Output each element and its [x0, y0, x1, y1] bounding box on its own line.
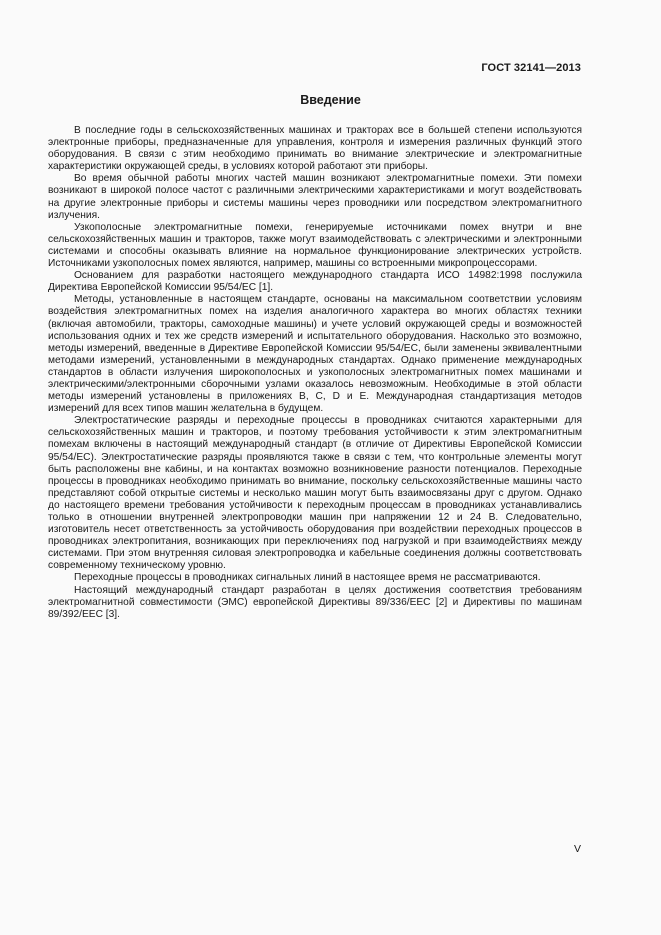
paragraph: Узкополосные электромагнитные помехи, генерируемые источниками помех внутри и вне сельскохозяйственных машин и тракторов, также могут взаимодействовать с электрическими и электронными системами и способны оказывать влияние на нормальное функционирование электрических устройств. Источниками узкополосных помех являются, например, машины со встроенными микропроцессорами.: [48, 221, 582, 270]
paragraph: Настоящий международный стандарт разработан в целях достижения соответствия требованиям электромагнитной совместимости (ЭМС) европейской Директивы 89/336/ЕЕС [2] и Директивы по машинам 89/392/ЕЕС [3].: [48, 584, 582, 620]
standard-code: ГОСТ 32141—2013: [481, 62, 581, 74]
paragraph: Электростатические разряды и переходные процессы в проводниках считаются характерными для сельскохозяйственных машин и тракторов, и поэтому требования устойчивости к этим электромагнитным помехам включены в настоящий международный стандарт (в отличие от Директивы Европейской Комиссии 95/54/ЕС). Электростатические разряды проявляются также в связи с тем, что контрольные элементы могут быть расположены вне кабины, и на контактах возможно возникновение разности потенциалов. Переходные процессы в проводниках необходимо принимать во внимание, поскольку сельскохозяйственные машины часто представляют собой открытые системы и несколько машин могут быть взаимосвязаны друг с другом. Однако до настоящего времени требования устойчивости к переходным процессам в проводниках устанавливались только в отношении внутренней электропроводки машин при напряжении 12 и 24 В. Следовательно, изготовитель несет ответственность за устойчивость оборудования при воздействии переходных процессов в проводниках электропитания, возникающих при переключениях под нагрузкой и при взаимодействиях между системами. При этом внутренняя силовая электропроводка и кабельные соединения должны соответствовать современному техническому уровню.: [48, 415, 582, 572]
paragraph: В последние годы в сельскохозяйственных машинах и тракторах все в большей степени используются электронные приборы, предназначенные для управления, контроля и измерения различных функций этого оборудования. В связи с этим необходимо принимать во внимание электрические и электромагнитные характеристики окружающей среды, в условиях которой работают эти приборы.: [48, 125, 582, 173]
paragraph: Основанием для разработки настоящего международного стандарта ИСО 14982:1998 послужила Директива Европейской Комиссии 95/54/ЕС [1].: [48, 270, 582, 294]
paragraph: Переходные процессы в проводниках сигнальных линий в настоящее время не рассматриваются.: [74, 572, 541, 584]
paragraph: Методы, установленные в настоящем стандарте, основаны на максимальном соответствии условиям воздействия электромагнитных помех на изделия аналогичного характера во многих областях техники (включая автомобили, тракторы, самоходные машины) и учете условий окружающей среды и возможностей использования одних и тех же средств измерений и испытательного оборудования. Насколько это возможно, методы измерений, введенные в Директиве Европейской Комиссии 95/54/EC, были заменены эквивалентными методами измерений, установленными в международных стандартах. Однако применение международных стандартов в области излучения широкополосных и узкополосных электромагнитных помех машинами и электрическими/электронными сборочными узлами оказалось невозможным. Необходимые в этой области методы измерений установлены в приложениях В, С, D и Е. Международная стандартизация методов измерений для всех типов машин желательна в будущем.: [48, 294, 582, 415]
paragraph: Во время обычной работы многих частей машин возникают электромагнитные помехи. Эти помехи возникают в широкой полосе частот с различными электрическими характеристиками и могут воздействовать на другие электронные приборы и системы машины через проводники или посредством электромагнитного излучения.: [48, 173, 582, 221]
section-title: Введение: [300, 93, 361, 107]
introduction-body: [48, 125, 582, 621]
page-number: V: [573, 843, 581, 855]
